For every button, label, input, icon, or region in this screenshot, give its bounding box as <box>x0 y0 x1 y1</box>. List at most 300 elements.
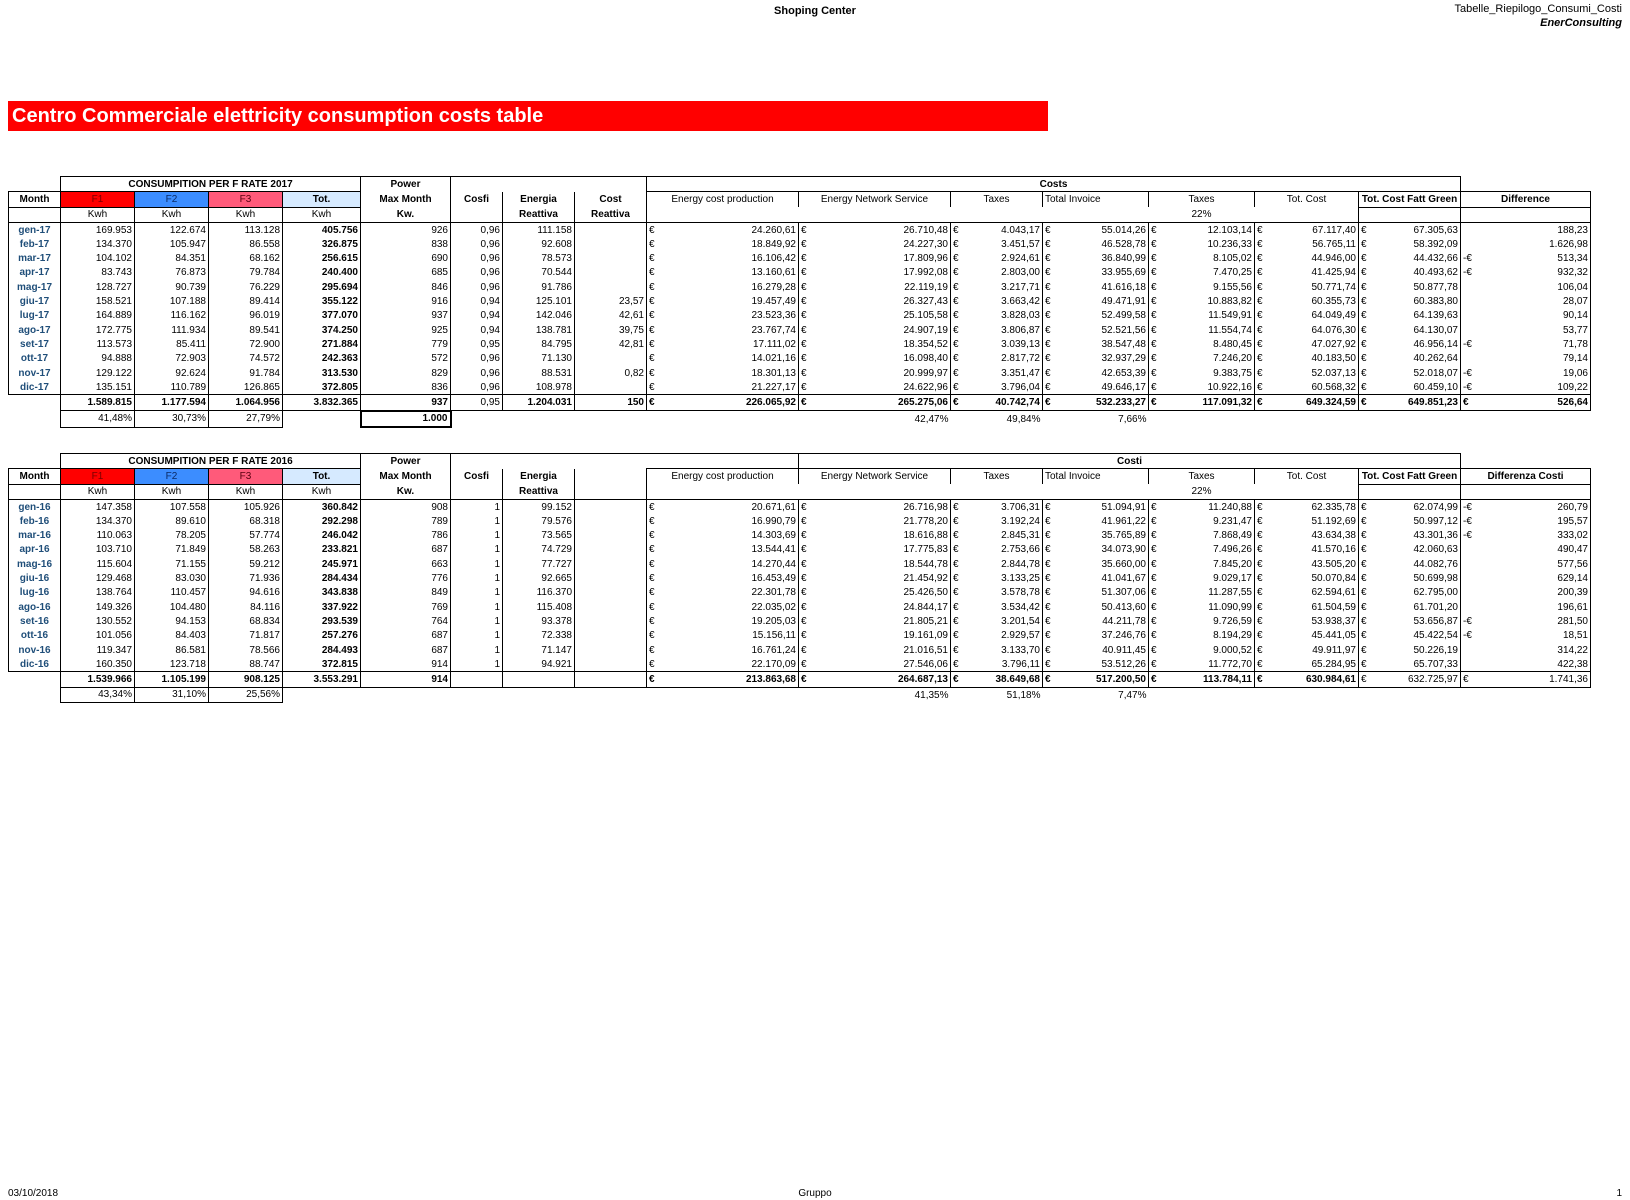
amount: 45.441,05 <box>1311 630 1356 642</box>
value-difference <box>1461 614 1591 628</box>
value-energia: 138.781 <box>503 323 575 337</box>
amount: 3.451,57 <box>1001 238 1040 250</box>
pct-taxes: 7,66% <box>1118 413 1147 425</box>
value-cosfi: 1 <box>451 586 503 600</box>
value-total-invoice <box>1043 237 1149 251</box>
value-energia: 93.378 <box>503 614 575 628</box>
currency-symbol: € <box>801 558 807 570</box>
currency-symbol: € <box>953 381 959 393</box>
table-row <box>9 323 1591 337</box>
currency-symbol: € <box>801 253 807 265</box>
amount: 18.849,92 <box>751 238 796 250</box>
value-energy-network-service <box>799 499 951 514</box>
currency-symbol: € <box>1257 644 1263 656</box>
currency-symbol: € <box>1045 515 1051 527</box>
amount: 9.231,47 <box>1213 515 1252 527</box>
value-total: 233.821 <box>283 543 361 557</box>
value-total-invoice <box>1043 294 1149 308</box>
amount: 46.956,14 <box>1413 338 1458 350</box>
blank-cell <box>575 571 647 585</box>
value-taxes-vat <box>1149 499 1255 514</box>
table-2017 <box>8 176 1591 428</box>
col-f2: F2 <box>135 192 209 207</box>
blank-cell <box>575 600 647 614</box>
currency-symbol: € <box>649 224 655 236</box>
currency-symbol: € <box>1045 587 1051 599</box>
value-difference <box>1461 337 1591 351</box>
currency-symbol: € <box>1151 558 1157 570</box>
currency-symbol: € <box>1151 310 1157 322</box>
value-energy-cost-production <box>647 294 799 308</box>
value-taxes-vat <box>1149 586 1255 600</box>
amount: 60.383,80 <box>1413 296 1458 308</box>
unit-kw: Kw. <box>361 484 451 499</box>
amount: 64.049,49 <box>1311 310 1356 322</box>
currency-symbol: € <box>953 367 959 379</box>
value-tot-cost-green <box>1359 586 1461 600</box>
amount: 58.392,09 <box>1413 238 1458 250</box>
amount: 26.716,98 <box>903 501 948 513</box>
total-tot-cost-green <box>1359 395 1461 411</box>
amount: 22.119,19 <box>904 281 948 293</box>
amount: 35.660,00 <box>1101 558 1146 570</box>
value-f2: 86.581 <box>135 643 209 657</box>
value-tot-cost-green <box>1359 629 1461 643</box>
blank-cell <box>575 557 647 571</box>
currency-symbol: € <box>801 324 807 336</box>
currency-symbol: € <box>1151 587 1157 599</box>
currency-symbol: € <box>1361 253 1367 265</box>
total-cost-reattiva: 150 <box>575 395 647 411</box>
col-month: Month <box>9 469 61 484</box>
value-total-invoice <box>1043 586 1149 600</box>
value-f3: 94.616 <box>209 586 283 600</box>
value-energy-network-service <box>799 557 951 571</box>
value-f2: 111.934 <box>135 323 209 337</box>
value-total-invoice <box>1043 323 1149 337</box>
total-max-month: 937 <box>361 395 451 411</box>
power-reference: 1.000 <box>361 411 451 427</box>
value-taxes <box>951 586 1043 600</box>
amount: 42.653,39 <box>1101 367 1146 379</box>
blank-cell <box>9 687 61 702</box>
currency-symbol: € <box>953 644 959 656</box>
col-cost: Cost <box>575 192 647 207</box>
value-tot-cost <box>1255 366 1359 380</box>
currency-symbol: € <box>1257 338 1263 350</box>
total-taxes-vat <box>1149 672 1255 687</box>
total-cosfi: 0,95 <box>451 395 503 411</box>
blank-cell <box>647 687 799 702</box>
value-total-invoice <box>1043 337 1149 351</box>
amount: 24.907,19 <box>903 324 948 336</box>
col-taxes: Taxes <box>951 192 1043 207</box>
value-total-invoice <box>1043 543 1149 557</box>
amount: 41.425,94 <box>1311 267 1356 279</box>
total-difference <box>1461 395 1591 411</box>
value-f1: 135.151 <box>61 380 135 395</box>
amount: 50.070,84 <box>1311 573 1356 585</box>
total-consumption: 1.589.815 <box>61 395 135 411</box>
value-energia: 78.573 <box>503 251 575 265</box>
amount: 7.496,26 <box>1213 544 1252 556</box>
value-energy-network-service <box>799 643 951 657</box>
month-label: lug-16 <box>9 586 61 600</box>
total-invoice <box>1043 395 1149 411</box>
currency-symbol: € <box>1257 558 1263 570</box>
amount: 3.351,47 <box>1001 367 1040 379</box>
value-max-month: 764 <box>361 614 451 628</box>
amount: 2.753,66 <box>1001 544 1040 556</box>
currency-symbol: € <box>1151 381 1157 393</box>
value-f2: 122.674 <box>135 222 209 237</box>
value-energy-network-service <box>799 237 951 251</box>
value-cosfi: 0,96 <box>451 380 503 395</box>
value-total: 245.971 <box>283 557 361 571</box>
amount: 14.270,44 <box>751 558 796 570</box>
currency-symbol: € <box>1151 515 1157 527</box>
amount: 32.937,29 <box>1101 353 1146 365</box>
totals-row <box>9 672 1591 687</box>
amount: 41.961,22 <box>1101 515 1146 527</box>
value-energy-cost-production <box>647 309 799 323</box>
col-max-month: Max Month <box>361 192 451 207</box>
amount: 7.246,20 <box>1213 353 1252 365</box>
footer-center: Gruppo <box>798 1188 832 1199</box>
value-total-invoice <box>1043 222 1149 237</box>
group-power: Power <box>361 454 451 469</box>
total-tot-cost-green <box>1359 672 1461 687</box>
value-total: 355.122 <box>283 294 361 308</box>
value-tot-cost-green <box>1359 237 1461 251</box>
amount: 333,02 <box>1557 530 1588 542</box>
currency-symbol: € <box>1361 601 1367 613</box>
currency-symbol: € <box>649 338 655 350</box>
col-tot: Tot. <box>283 192 361 207</box>
value-f2: 71.849 <box>135 543 209 557</box>
value-f1: 158.521 <box>61 294 135 308</box>
value-tot-cost-green <box>1359 614 1461 628</box>
value-total: 256.615 <box>283 251 361 265</box>
currency-symbol: € <box>1257 310 1263 322</box>
amount: 46.528,78 <box>1101 238 1146 250</box>
value-total: 293.539 <box>283 614 361 628</box>
currency-symbol: -€ <box>1463 530 1472 542</box>
month-label: mag-17 <box>9 280 61 294</box>
amount: 22.035,02 <box>751 601 796 613</box>
blank-cell <box>451 484 503 499</box>
amount: 51.307,06 <box>1101 587 1146 599</box>
col-total-invoice: Total Invoice <box>1043 192 1149 207</box>
value-taxes-vat <box>1149 251 1255 265</box>
value-energy-cost-production <box>647 586 799 600</box>
total-tot-cost <box>1255 672 1359 687</box>
col-f1: F1 <box>61 192 135 207</box>
value-tot-cost-green <box>1359 309 1461 323</box>
currency-symbol: € <box>801 530 807 542</box>
value-energy-cost-production <box>647 337 799 351</box>
unit-reattiva: Reattiva <box>503 484 575 499</box>
amount: 9.383,75 <box>1213 367 1252 379</box>
value-difference <box>1461 514 1591 528</box>
col-energy-network-service: Energy Network Service <box>799 192 951 207</box>
month-label: dic-17 <box>9 380 61 395</box>
col-max-month: Max Month <box>361 469 451 484</box>
blank-cell <box>1461 207 1591 222</box>
amount: 25.426,50 <box>903 587 948 599</box>
currency-symbol: € <box>1257 397 1263 409</box>
value-total-invoice <box>1043 380 1149 395</box>
value-cost-reattiva: 42,61 <box>575 309 647 323</box>
amount: 13.160,61 <box>751 267 796 279</box>
currency-symbol: € <box>1361 515 1367 527</box>
amount: 649.324,59 <box>1305 397 1356 409</box>
value-taxes-vat <box>1149 514 1255 528</box>
value-f3: 59.212 <box>209 557 283 571</box>
blank-cell <box>9 454 61 469</box>
currency-symbol: € <box>801 353 807 365</box>
value-f2: 84.403 <box>135 629 209 643</box>
currency-symbol: € <box>649 381 655 393</box>
currency-symbol: € <box>1463 397 1469 409</box>
currency-symbol: € <box>1257 573 1263 585</box>
currency-symbol: € <box>801 501 807 513</box>
currency-symbol: € <box>649 501 655 513</box>
value-f3: 68.318 <box>209 514 283 528</box>
currency-symbol: € <box>649 587 655 599</box>
amount: 62.594,61 <box>1311 587 1356 599</box>
value-total: 242.363 <box>283 352 361 366</box>
currency-symbol: € <box>953 397 959 409</box>
value-difference <box>1461 528 1591 542</box>
month-label: giu-16 <box>9 571 61 585</box>
currency-symbol: € <box>1361 630 1367 642</box>
value-tot-cost <box>1255 528 1359 542</box>
value-f1: 147.358 <box>61 499 135 514</box>
amount: 213.863,68 <box>745 674 796 686</box>
group-consumption: CONSUMPITION PER F RATE 2016 <box>61 454 361 469</box>
currency-symbol: € <box>1045 296 1051 308</box>
amount: 18.544,78 <box>903 558 948 570</box>
value-energia: 111.158 <box>503 222 575 237</box>
value-f1: 134.370 <box>61 237 135 251</box>
amount: 27.546,06 <box>903 658 948 670</box>
currency-symbol: € <box>1257 530 1263 542</box>
value-f1: 129.122 <box>61 366 135 380</box>
amount: 52.521,56 <box>1101 324 1146 336</box>
value-taxes <box>951 514 1043 528</box>
amount: 117.091,32 <box>1202 397 1252 409</box>
value-cost-reattiva: 23,57 <box>575 294 647 308</box>
month-label: ago-16 <box>9 600 61 614</box>
currency-symbol: € <box>1045 267 1051 279</box>
amount: 13.544,41 <box>751 544 796 556</box>
amount: 113.784,11 <box>1203 674 1252 686</box>
value-energy-cost-production <box>647 657 799 672</box>
value-total-invoice <box>1043 557 1149 571</box>
currency-symbol: € <box>1045 338 1051 350</box>
amount: 43.301,36 <box>1413 530 1458 542</box>
amount: 43.505,20 <box>1311 558 1356 570</box>
currency-symbol: € <box>1361 501 1367 513</box>
value-tot-cost <box>1255 337 1359 351</box>
value-energia: 116.370 <box>503 586 575 600</box>
amount: 4.043,17 <box>1001 224 1040 236</box>
amount: 60.568,32 <box>1311 381 1356 393</box>
value-energy-network-service <box>799 352 951 366</box>
currency-symbol: € <box>1045 353 1051 365</box>
currency-symbol: € <box>1257 501 1263 513</box>
value-tot-cost <box>1255 280 1359 294</box>
currency-symbol: € <box>953 615 959 627</box>
col-energy-cost-production: Energy cost production <box>647 469 799 484</box>
month-label: giu-17 <box>9 294 61 308</box>
currency-symbol: € <box>649 324 655 336</box>
amount: 65.284,95 <box>1311 658 1356 670</box>
value-cost-reattiva <box>575 380 647 395</box>
month-label: lug-17 <box>9 309 61 323</box>
value-max-month: 846 <box>361 280 451 294</box>
currency-symbol: € <box>1045 367 1051 379</box>
amount: 53.656,87 <box>1413 615 1458 627</box>
value-energy-cost-production <box>647 499 799 514</box>
value-tot-cost <box>1255 600 1359 614</box>
currency-symbol: € <box>1361 310 1367 322</box>
value-energy-network-service <box>799 337 951 351</box>
value-total: 405.756 <box>283 222 361 237</box>
amount: 11.287,55 <box>1208 587 1252 599</box>
value-energy-cost-production <box>647 280 799 294</box>
month-label: apr-17 <box>9 266 61 280</box>
blank-cell <box>9 207 61 222</box>
value-total: 377.070 <box>283 309 361 323</box>
amount: 526,64 <box>1557 397 1588 409</box>
value-tot-cost <box>1255 294 1359 308</box>
value-energia: 71.130 <box>503 352 575 366</box>
total-difference <box>1461 672 1591 687</box>
currency-symbol: € <box>649 397 655 409</box>
value-taxes <box>951 266 1043 280</box>
blank-cell <box>1359 207 1461 222</box>
currency-symbol: € <box>1151 630 1157 642</box>
currency-symbol: € <box>801 281 807 293</box>
value-f2: 104.480 <box>135 600 209 614</box>
amount: 9.726,59 <box>1213 615 1252 627</box>
value-taxes-vat <box>1149 643 1255 657</box>
value-f3: 89.541 <box>209 323 283 337</box>
amount: 60.355,73 <box>1311 296 1356 308</box>
currency-symbol: € <box>953 515 959 527</box>
value-cosfi: 0,96 <box>451 266 503 280</box>
total-consumption: 3.553.291 <box>283 672 361 687</box>
value-max-month: 926 <box>361 222 451 237</box>
currency-symbol: € <box>1151 397 1157 409</box>
value-f1: 110.063 <box>61 528 135 542</box>
amount: 44.082,76 <box>1413 558 1458 570</box>
amount: 24.622,96 <box>903 381 948 393</box>
value-cosfi: 0,94 <box>451 323 503 337</box>
value-f3: 78.566 <box>209 643 283 657</box>
currency-symbol: € <box>1151 367 1157 379</box>
amount: 11.772,70 <box>1208 658 1252 670</box>
value-tot-cost <box>1255 614 1359 628</box>
amount: 23.767,74 <box>751 324 796 336</box>
value-f1: 129.468 <box>61 571 135 585</box>
currency-symbol: € <box>801 224 807 236</box>
blank-cell <box>1255 484 1359 499</box>
value-cosfi: 1 <box>451 557 503 571</box>
pct-taxes: 7,47% <box>1118 689 1147 701</box>
total-consumption: 1.177.594 <box>135 395 209 411</box>
value-tot-cost-green <box>1359 528 1461 542</box>
pct-f2: 30,73% <box>135 411 209 427</box>
value-total: 313.530 <box>283 366 361 380</box>
currency-symbol: € <box>1151 238 1157 250</box>
amount: 630.984,61 <box>1305 674 1356 686</box>
month-label: nov-17 <box>9 366 61 380</box>
currency-symbol: € <box>1045 674 1051 686</box>
col-total-invoice: Total Invoice <box>1043 469 1149 484</box>
value-energia: 73.565 <box>503 528 575 542</box>
value-energia: 92.608 <box>503 237 575 251</box>
currency-symbol: € <box>649 601 655 613</box>
blank-cell <box>575 614 647 628</box>
currency-symbol: € <box>1361 224 1367 236</box>
month-label: set-16 <box>9 614 61 628</box>
amount: 3.828,03 <box>1001 310 1040 322</box>
currency-symbol: € <box>1361 544 1367 556</box>
value-f2: 89.610 <box>135 514 209 528</box>
pct-energy-network-service: 51,18% <box>1006 689 1041 701</box>
value-energy-cost-production <box>647 571 799 585</box>
value-f3: 105.926 <box>209 499 283 514</box>
value-tot-cost-green <box>1359 499 1461 514</box>
currency-symbol: € <box>1257 658 1263 670</box>
value-max-month: 829 <box>361 366 451 380</box>
col-f1: F1 <box>61 469 135 484</box>
value-taxes <box>951 571 1043 585</box>
value-cosfi: 0,95 <box>451 337 503 351</box>
currency-symbol: € <box>953 658 959 670</box>
col-f3: F3 <box>209 469 283 484</box>
amount: 44.432,66 <box>1413 253 1458 265</box>
amount: 21.454,92 <box>903 573 948 585</box>
currency-symbol: € <box>649 515 655 527</box>
value-tot-cost-green <box>1359 543 1461 557</box>
amount: 64.076,30 <box>1311 324 1356 336</box>
value-taxes <box>951 600 1043 614</box>
value-taxes-vat <box>1149 629 1255 643</box>
currency-symbol: € <box>1257 615 1263 627</box>
currency-symbol: -€ <box>1463 267 1472 279</box>
value-energia: 99.152 <box>503 499 575 514</box>
value-taxes-vat <box>1149 380 1255 395</box>
total-taxes <box>951 672 1043 687</box>
percent-row <box>9 411 1591 427</box>
value-f3: 126.865 <box>209 380 283 395</box>
value-energy-network-service <box>799 323 951 337</box>
blank-cell <box>1461 484 1591 499</box>
value-energy-cost-production <box>647 380 799 395</box>
value-f2: 123.718 <box>135 657 209 672</box>
col-energy-network-service: Energy Network Service <box>799 469 951 484</box>
total-invoice <box>1043 672 1149 687</box>
amount: 16.453,49 <box>751 573 796 585</box>
currency-symbol: € <box>953 544 959 556</box>
currency-symbol: € <box>1045 224 1051 236</box>
value-difference <box>1461 586 1591 600</box>
value-cosfi: 0,96 <box>451 222 503 237</box>
